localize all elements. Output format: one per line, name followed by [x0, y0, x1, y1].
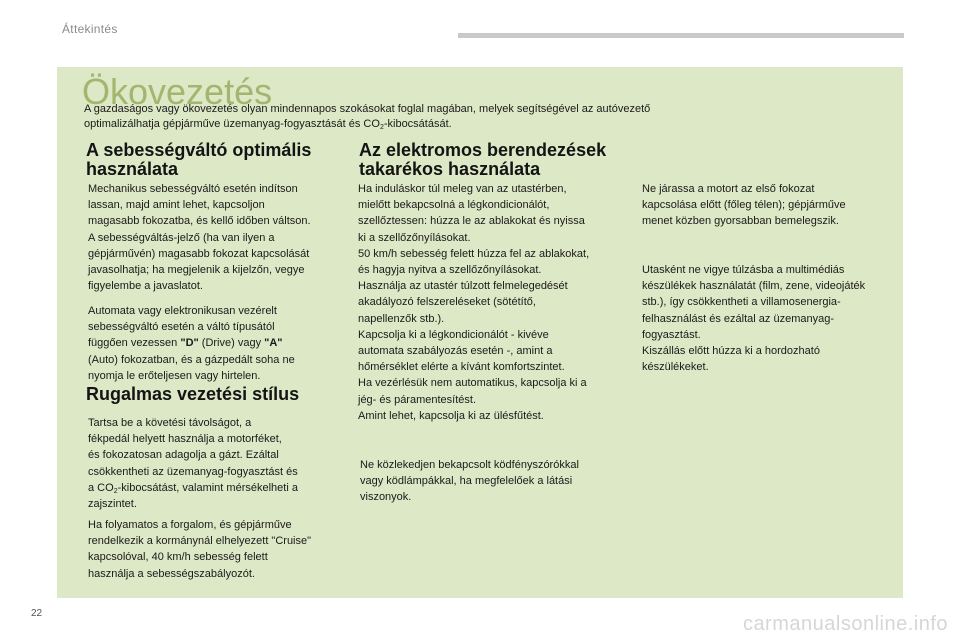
co2-subscript: 2	[113, 487, 118, 495]
drive-label: "D"	[180, 337, 199, 350]
paragraph-automatic-gearbox	[88, 303, 350, 384]
paragraph-multimedia: Utasként ne vigye túlzásba a multimédiás készülékek használatát (film, zene, videojáték stb.), így csökkentheti a villamosenergia- felhasználást és ezáltal az üzemanyag- fogyasztást. Kiszállás előtt húzza ki a hordozható készülékeket.	[642, 264, 866, 374]
intro-text	[84, 102, 894, 132]
paragraph-manual-gearbox: Mechanikus sebességváltó esetén indítson lassan, majd amint lehet, kapcsoljon magasabb fokozatba, és kellő időben váltson. A sebességváltás-jelző (ha van ilyen a gépjárművén) magasabb fokozat kapcsolását javasolhatja; ha megjelenik a kijelzőn, vegye figyelembe a javaslatot.	[88, 183, 311, 293]
intro-subscript: 2	[379, 124, 384, 131]
auto-text-b: (Drive) vagy	[198, 337, 265, 350]
header-divider	[458, 33, 904, 38]
watermark: carmanualsonline.info	[742, 613, 948, 635]
page-title: Ökovezetés	[82, 71, 273, 112]
distance-text-a: Tartsa be a követési távolságot, a fékpedál helyett használja a motorféket, és fokozatosan adagolja a gázt. Ezáltal csökkentheti az üzemanyag-fogyasztást és a CO	[88, 417, 298, 494]
paragraph-cruise-control: Ha folyamatos a forgalom, és gépjárműve rendelkezik a kormánynál elhelyezett "Cruise" kapcsolóval, 40 km/h sebesség felett használja a sebességszabályozót.	[88, 519, 312, 580]
heading-electrical: Az elektromos berendezések takarékos használata	[359, 140, 607, 179]
auto-label: "A"	[264, 337, 283, 350]
intro-line2-a: optimalizálhatja gépjárműve üzemanyag-fogyasztását és CO	[84, 118, 380, 130]
auto-text-c: (Auto) fokozatban, és a gázpedált soha ne nyomja le erőteljesen vagy hirtelen.	[88, 353, 295, 382]
section-header: Áttekintés	[62, 22, 118, 36]
intro-line2-b: -kibocsátását.	[383, 118, 452, 130]
distance-text-b: -kibocsátást, valamint mérsékelheti a zajszintet.	[88, 481, 298, 511]
paragraph-air-conditioning: Ha induláskor túl meleg van az utastérben, mielőtt bekapcsolná a légkondicionálót, szellőztessen: húzza le az ablakokat és nyissa ki a szellőzőnyílásokat. 50 km/h sebesség felett húzza fel az ablakokat, és hagyja nyitva a szellőzőnyílásokat. Használja az utastér túlzott felmelegedését akadályozó felszereléseket (sötétítő, napellenzők stb.). Kapcsolja ki a légkondicionálót - kivéve automata szabályozás esetén -, amint a hőmérséklet elérte a kívánt komfortszintet. Ha vezérlésük nem automatikus, kapcsolja ki a jég- és páramentesítést. Amint lehet, kapcsolja ki az ülésfűtést.	[358, 183, 590, 422]
paragraph-engine-warmup: Ne járassa a motort az első fokozat kapcsolása előtt (főleg télen); gépjárműve menet közben gyorsabban bemelegszik.	[642, 183, 846, 228]
intro-line1: A gazdaságos vagy ökovezetés olyan mindennapos szokásokat foglal magában, melyek segítségével az autóvezető	[84, 103, 651, 115]
paragraph-fog-lights: Ne közlekedjen bekapcsolt ködfényszórókkal vagy ködlámpákkal, ha megfelelőek a látási viszonyok.	[360, 459, 579, 504]
auto-text-a: Automata vagy elektronikusan vezérelt sebességváltó esetén a váltó típusától függően vezessen	[88, 305, 277, 350]
paragraph-following-distance	[88, 415, 350, 512]
page-number: 22	[31, 608, 43, 619]
heading-gearbox: A sebességváltó optimális használata	[86, 140, 312, 179]
heading-driving-style: Rugalmas vezetési stílus	[86, 384, 300, 404]
